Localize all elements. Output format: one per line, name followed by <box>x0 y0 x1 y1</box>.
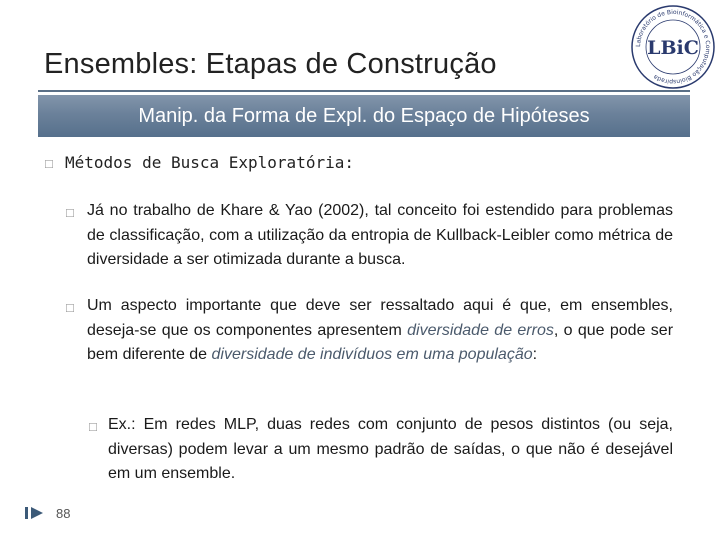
bullet-heading: Métodos de Busca Exploratória: <box>65 153 354 172</box>
title-divider <box>38 90 690 92</box>
bullet-checkbox-icon: □ <box>45 156 53 171</box>
bullet-item-example: Ex.: Em redes MLP, duas redes com conjunto de pesos distintos (ou seja, diversas) podem levar a um mesmo padrão de saídas, o que não é desejável em um ensemble. <box>108 416 673 482</box>
logo-text: LBiC <box>647 37 699 59</box>
emphasis-diversity-individuals: diversidade de indivíduos em uma população <box>211 346 533 363</box>
banner-text: Manip. da Forma de Expl. do Espaço de Hipóteses <box>138 104 590 127</box>
bullet-checkbox-icon: □ <box>66 205 74 220</box>
bullet-item-diversity: Um aspecto importante que deve ser ressaltado aqui é que, em ensembles, deseja-se que os componentes apresentem diversidade de erros, o que pode ser bem diferente de diversidade de indivíduos em uma população: <box>87 297 674 363</box>
emphasis-diversity-errors: diversidade de erros <box>407 321 554 339</box>
logo-ring-text: Laboratório de Bioinformática e Computação Bioinspirada <box>634 8 712 86</box>
bullet-checkbox-icon: □ <box>66 300 74 315</box>
bullet-checkbox-icon: □ <box>89 419 97 434</box>
example-label: Ex. <box>108 416 132 433</box>
page-number: 88 <box>56 506 71 521</box>
slide-nav-icon <box>24 505 44 521</box>
bullet-item-khare-yao: Já no trabalho de Khare & Yao (2002), tal conceito foi estendido para problemas de classificação, com a utilização da entropia de Kullback-Leibler como métrica de diversidade a ser otimizada durante a busca. <box>87 202 673 268</box>
slide-title: Ensembles: Etapas de Construção <box>44 48 497 80</box>
lbic-logo <box>630 4 716 90</box>
subtitle-banner <box>38 95 690 137</box>
